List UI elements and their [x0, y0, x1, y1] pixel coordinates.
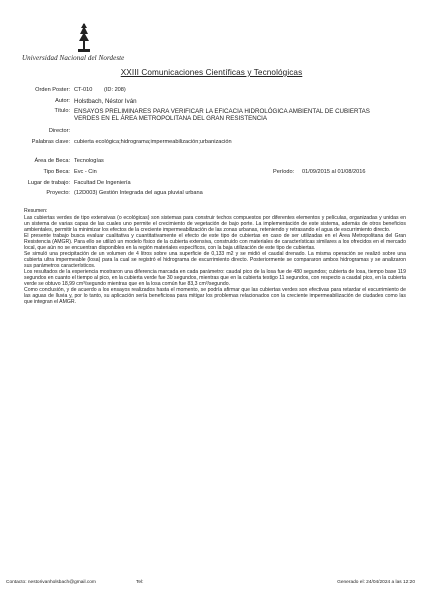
periodo-value: 01/09/2015 al 01/08/2016 [302, 169, 366, 175]
abstract [24, 208, 406, 305]
university-name: Universidad Nacional del Nordeste [22, 54, 125, 62]
abstract-paragraph-2: El presente trabajo busca evaluar cualitativa y cuantitativamente el efecto de este tipo de cubiertas en caso de ser utilizadas en el Área Metropolitana del Gran Resistencia (AMGR). Para ello se utilizó un modelo físico de la cubierta extensiva, construido con materiales de características similares a los ofrecidos en el mercado local, que aún no se encuentran disponibles en la región materiales específicos, con la baja utilización de este tipo de cubiertas. [24, 233, 406, 251]
lugar-value: Facultad De Ingeniería [74, 180, 131, 186]
director-row [0, 128, 423, 136]
orden-id: (ID: 208) [104, 87, 126, 93]
abstract-paragraph-5: Como conclusión, y de acuerdo a los ensayos realizados hasta el momento, se podría afirmar que las cubiertas verdes son efectivas para retardar el escurrimiento de las aguas de lluvia y, por lo tanto, su aplicación sería beneficiosa para mitigar los problemas relacionados con la creciente impermeabilización de ciudades como las que integran el AMGR. [24, 287, 406, 305]
director-label: Director: [48, 128, 70, 134]
palabras-label: Palabras clave: [31, 139, 70, 145]
footer-tel: Tel: [136, 580, 144, 585]
orden-row [0, 87, 423, 95]
abstract-paragraph-1: Las cubiertas verdes de tipo extensivas (o ecológicas) son sistemas para construir techos compuestos por diferentes elementos y películas, organizadas y unidas en un sistema de varias capas de las cuales uno permite el crecimiento de vegetación de bajo porte. La implementación de este sistema, además de otros beneficios ambientales, permitir la minimizar los efectos de la creciente impermeabilización de las zonas urbanas, reteniendo y retrasando el agua de escurrimiento directo. [24, 215, 406, 233]
abstract-paragraph-4: Los resultados de la experiencia mostraron una diferencia marcada en cada parámetro: caudal pico de la losa fue de 480 segundos; cubierta de losa, tiempo base 119 segundos en cuanto el tiempo al pico, en la cubierta verde fue 30 segundos, mientras que en la cubierta testigo 11 segundos, con respecto a caudal pico, en la cubierta verde se obtuvo 18,99 cm³/segundo mientras que en la losa común fue 83,3 cm³/segundo. [24, 269, 406, 287]
abstract-heading: Resumen: [24, 208, 48, 214]
proyecto-row [0, 190, 423, 198]
titulo-row [0, 108, 423, 128]
palabras-row [0, 139, 423, 147]
autor-label: Autor: [55, 98, 70, 104]
lugar-row [0, 180, 423, 188]
titulo-label: Título: [54, 108, 70, 114]
periodo-label: Período: [273, 169, 295, 175]
tipo-value: Evc - Cin [74, 169, 97, 175]
proyecto-value: (12D003) Gestión Integrada del agua pluvial urbana [74, 190, 203, 196]
footer-contact: Contacto: nestorivanholsbach@gmail.com [6, 580, 96, 585]
abstract-paragraph-3: Se simuló una precipitación de un volumen de 4 litros sobre una superficie de 0,133 m2 y se midió el caudal drenado. La misma operación se realizó sobre una cubierta ultra impermeable (losa) para la cual se registró el hidrograma de escurrimiento directo. Posteriormente se compararon ambos hidrogramas y se analizaron sus parámetros característicos. [24, 251, 406, 269]
document-title: XXIII Comunicaciones Científicas y Tecnológicas [120, 68, 303, 77]
orden-label: Orden Poster: [35, 87, 70, 93]
orden-value: CT-010 [74, 87, 93, 93]
palabras-value: cubierta ecológica;hidrograma;impermeabilización;urbanización [74, 139, 232, 145]
university-crest-icon [74, 22, 94, 54]
tipo-label: Tipo Beca: [43, 169, 70, 175]
university-logo [22, 22, 132, 62]
area-label: Área de Beca: [34, 158, 70, 164]
footer-generated: Generado el: 24/04/2024 a las 12:20 [337, 580, 415, 585]
tipo-row [0, 169, 423, 177]
autor-value: Holstbach, Néstor Iván [74, 98, 137, 105]
titulo-value: ENSAYOS PRELIMINARES PARA VERIFICAR LA EFICACIA HIDROLÓGICA AMBIENTAL DE CUBIERTAS VERDES EN EL ÁREA METROPOLITANA DEL GRAN RESISTENCIA [74, 108, 370, 123]
area-row [0, 158, 423, 166]
lugar-label: Lugar de trabajo: [27, 180, 70, 186]
autor-row [0, 98, 423, 106]
proyecto-label: Proyecto: [46, 190, 70, 196]
area-value: Tecnologías [74, 158, 104, 164]
